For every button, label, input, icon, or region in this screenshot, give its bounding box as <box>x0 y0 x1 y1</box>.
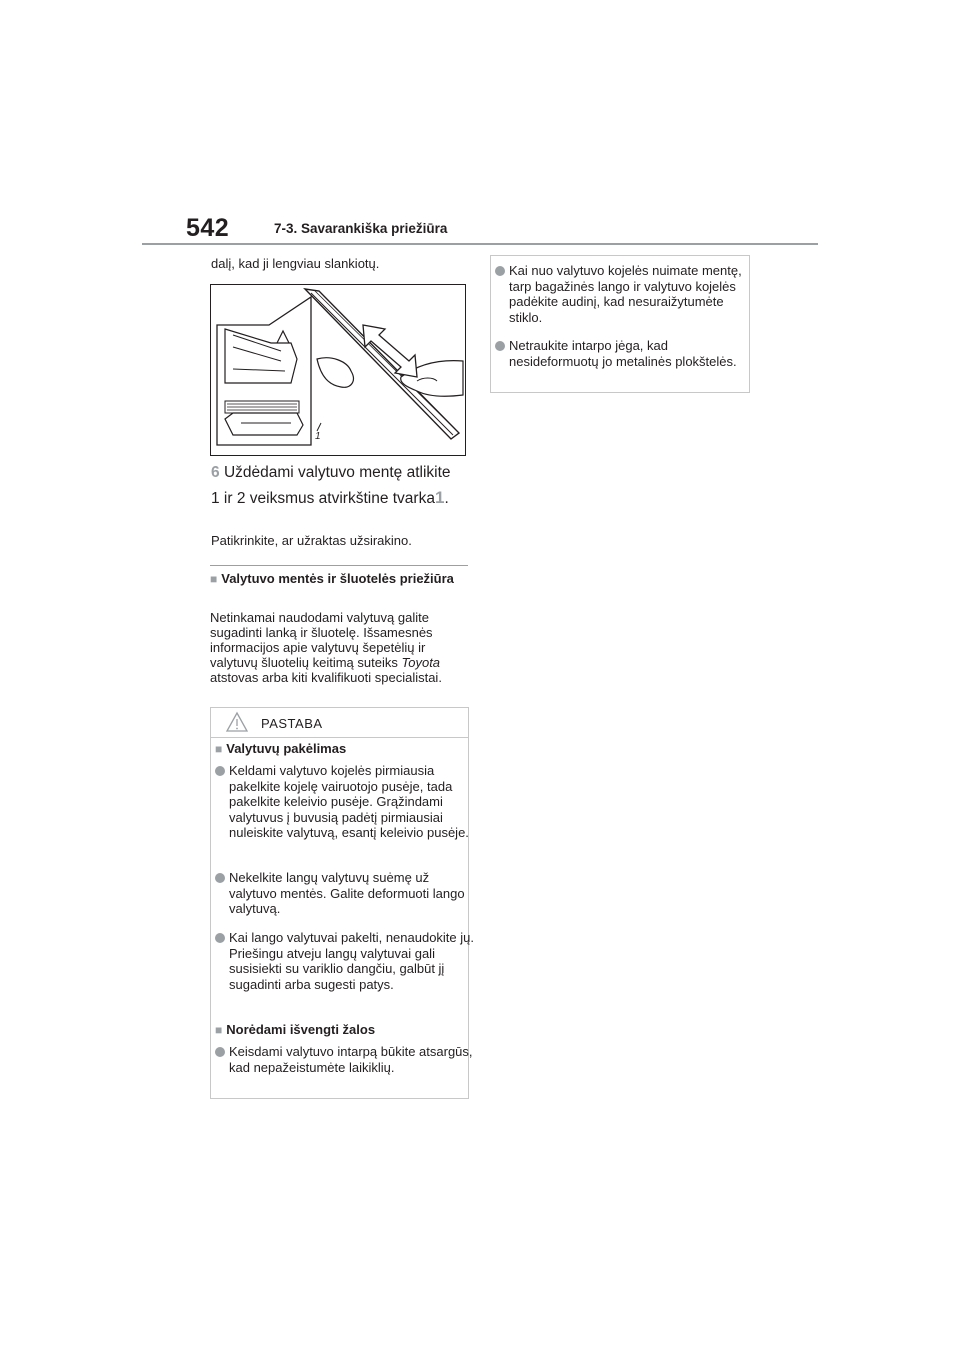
notice-bullet <box>215 1044 479 1075</box>
round-bullet-icon <box>215 933 225 943</box>
notice-bullet <box>215 870 479 917</box>
maintenance-text-after: atstovas arba kiti kvalifikuoti specialistai. <box>210 670 442 685</box>
notice-bullet-text: Kai lango valytuvai pakelti, nenaudokite jų. Priešingu atveju langų valytuvai gali susisiekti su variklio dangčiu, galbūt jį sugadinti arba sugesti patys. <box>229 930 474 992</box>
notice-section1-heading-text: Valytuvų pakėlimas <box>226 741 347 756</box>
step-reference-badge: 1 <box>434 488 445 507</box>
notice-bullet <box>495 263 759 325</box>
notice-section-heading <box>215 1022 465 1038</box>
round-bullet-icon <box>215 1047 225 1057</box>
section-title: 7-3. Savarankiška priežiūra <box>274 221 448 236</box>
square-bullet-icon: ■ <box>210 572 218 586</box>
maintenance-heading-text: Valytuvo mentės ir šluotelės priežiūra <box>221 571 454 586</box>
notice-bullet <box>215 930 479 992</box>
check-line: Patikrinkite, ar užraktas užsirakino. <box>211 533 412 548</box>
notice-bullet-text: Kai nuo valytuvo kojelės nuimate mentę, tarp bagažinės lango ir valytuvo kojelės padėkite audinį, kad nesuraižytumėte stiklo. <box>509 263 742 325</box>
wiper-blade-drawing <box>211 285 465 455</box>
step-end: . <box>444 490 449 507</box>
wiper-illustration <box>210 284 466 456</box>
notice-section-heading <box>215 741 465 757</box>
maintenance-text <box>210 610 472 685</box>
warning-triangle-icon <box>225 711 249 733</box>
square-bullet-icon: ■ <box>215 742 223 756</box>
notice-bullet <box>215 763 479 841</box>
step-text: Uždėdami valytuvo mentę atlikite 1 ir 2 veiksmus atvirkštine tvarka <box>211 464 451 507</box>
square-bullet-icon: ■ <box>215 1023 223 1037</box>
maintenance-brand: Toyota <box>401 655 441 670</box>
notice-header <box>211 708 468 738</box>
maintenance-text-before: Netinkamai naudodami valytuvą galite sugadinti lanką ir šluotelę. Išsamesnės informacijos apie valytuvų šepetėlių ir valytuvų šluotelių keitimą suteiks <box>210 610 433 670</box>
page-number: 542 <box>186 214 230 242</box>
notice-bullet <box>495 338 759 369</box>
maintenance-divider <box>210 565 468 566</box>
notice-bullet-text: Keisdami valytuvo intarpą būkite atsargūs, kad nepažeistumėte laikiklių. <box>229 1044 473 1075</box>
notice-label: PASTABA <box>261 716 323 731</box>
right-notice-continuation <box>490 255 750 393</box>
round-bullet-icon <box>215 873 225 883</box>
intro-line: dalį, kad ji lengviau slankiotų. <box>211 256 380 271</box>
step-number: 6 <box>211 464 220 481</box>
round-bullet-icon <box>495 341 505 351</box>
round-bullet-icon <box>495 266 505 276</box>
notice-bullet-text: Netraukite intarpo jėga, kad nesideformuotų jo metalinės plokštelės. <box>509 338 737 369</box>
notice-bullet-text: Nekelkite langų valytuvų suėmę už valytuvo mentės. Galite deformuoti lango valytuvą. <box>229 870 465 916</box>
round-bullet-icon <box>215 766 225 776</box>
notice-box <box>210 707 474 1099</box>
notice-bullet-text: Keldami valytuvo kojelės pirmiausia pakelkite kojelę vairuotojo pusėje, tada pakelkite keleivio pusėje. Grąžindami valytuvus į buvusią padėtį pirmiausiai nuleiskite valytuvą, esantį keleivio pusėje. <box>229 763 469 840</box>
step-6 <box>211 460 461 511</box>
maintenance-heading <box>210 571 468 587</box>
figure-callout-number: 1 <box>315 431 321 442</box>
header-divider <box>142 243 818 245</box>
notice-section2-heading-text: Norėdami išvengti žalos <box>226 1022 376 1037</box>
